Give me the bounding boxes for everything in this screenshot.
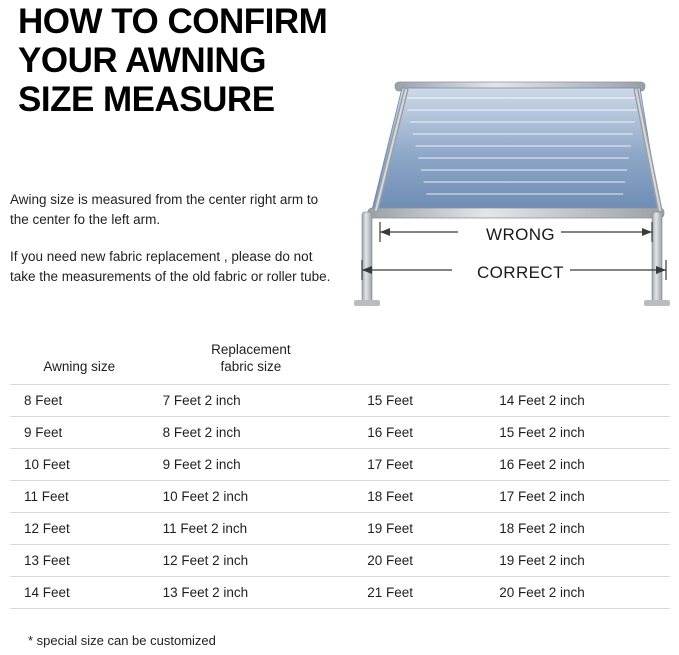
cell-awning-size: 9 Feet (10, 416, 149, 448)
cell-fabric-size: 8 Feet 2 inch (149, 416, 354, 448)
table-row (10, 512, 670, 544)
wrong-measure-label: WRONG (480, 225, 561, 245)
awning-size-table (10, 340, 670, 609)
column-header-line-1: Replacement (211, 342, 291, 357)
cell-fabric-size-2: 15 Feet 2 inch (485, 416, 670, 448)
table-row (10, 416, 670, 448)
cell-fabric-size: 11 Feet 2 inch (149, 512, 354, 544)
cell-fabric-size-2: 16 Feet 2 inch (485, 448, 670, 480)
size-table-container (10, 340, 670, 609)
cell-fabric-size: 9 Feet 2 inch (149, 448, 354, 480)
cell-fabric-size: 12 Feet 2 inch (149, 544, 354, 576)
cell-awning-size-2: 16 Feet (353, 416, 485, 448)
table-header-row (10, 340, 670, 384)
cell-awning-size-2: 18 Feet (353, 480, 485, 512)
column-header-replacement-fabric-size (149, 340, 354, 384)
cell-awning-size: 12 Feet (10, 512, 149, 544)
table-row (10, 384, 670, 416)
cell-awning-size: 13 Feet (10, 544, 149, 576)
cell-fabric-size: 7 Feet 2 inch (149, 384, 354, 416)
cell-awning-size-2: 15 Feet (353, 384, 485, 416)
footnote: * special size can be customized (28, 633, 216, 648)
correct-measure-label: CORRECT (471, 263, 570, 283)
cell-fabric-size: 10 Feet 2 inch (149, 480, 354, 512)
intro-paragraph-1: Awing size is measured from the center right arm to the center fo the left arm. (10, 191, 319, 227)
awning-illustration (340, 60, 675, 310)
page-title-line-3: SIZE MEASURE (18, 80, 275, 120)
cell-awning-size: 11 Feet (10, 480, 149, 512)
cell-fabric-size-2: 17 Feet 2 inch (485, 480, 670, 512)
cell-fabric-size-2: 14 Feet 2 inch (485, 384, 670, 416)
cell-fabric-size: 13 Feet 2 inch (149, 576, 354, 608)
page-title-line-1: HOW TO CONFIRM (18, 2, 328, 41)
cell-awning-size: 8 Feet (10, 384, 149, 416)
cell-awning-size-2: 19 Feet (353, 512, 485, 544)
column-header-awning-size: Awning size (43, 358, 116, 374)
cell-awning-size-2: 17 Feet (353, 448, 485, 480)
cell-fabric-size-2: 20 Feet 2 inch (485, 576, 670, 608)
intro-paragraph-2: If you need new fabric replacement , please do not take the measurements of the old fabric or roller tube. (10, 248, 331, 284)
cell-awning-size-2: 21 Feet (353, 576, 485, 608)
cell-fabric-size-2: 19 Feet 2 inch (485, 544, 670, 576)
column-header-replacement-fabric-size-2 (485, 340, 670, 384)
table-body (10, 384, 670, 608)
table-row (10, 448, 670, 480)
column-header-awning-size-2 (353, 340, 485, 384)
cell-awning-size: 14 Feet (10, 576, 149, 608)
table-row (10, 576, 670, 608)
cell-fabric-size-2: 18 Feet 2 inch (485, 512, 670, 544)
table-row (10, 480, 670, 512)
page-title-line-2: YOUR AWNING (18, 41, 266, 81)
cell-awning-size: 10 Feet (10, 448, 149, 480)
table-row (10, 544, 670, 576)
cell-awning-size-2: 20 Feet (353, 544, 485, 576)
column-header-line-2: fabric size (220, 358, 282, 374)
